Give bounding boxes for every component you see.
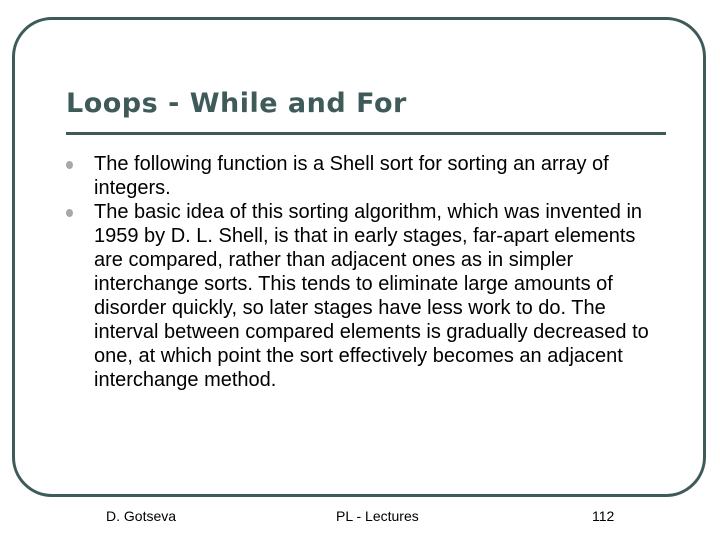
title-underline	[66, 132, 666, 135]
bullet-item	[66, 200, 666, 392]
footer-course: PL - Lectures	[336, 508, 419, 524]
slide-title: Loops - While and For	[66, 88, 407, 119]
bullet-item	[66, 152, 666, 200]
footer-page-number: 112	[592, 508, 615, 524]
bullet-list	[66, 152, 666, 392]
bullet-text: The following function is a Shell sort for sorting an array of integers.	[94, 153, 609, 199]
bullet-dot-icon	[66, 161, 73, 169]
bullet-dot-icon	[66, 209, 73, 217]
bullet-text: The basic idea of this sorting algorithm, which was invented in 1959 by D. L. Shell, is that in early stages, far-apart elements are compared, rather than adjacent ones as in simpler interchange sorts. This tends to eliminate large amounts of disorder quickly, so later stages have less work to do. The interval between compared elements is gradually decreased to one, at which point the sort effectively becomes an adjacent interchange method.	[94, 201, 649, 391]
footer-author: D. Gotseva	[106, 508, 177, 524]
